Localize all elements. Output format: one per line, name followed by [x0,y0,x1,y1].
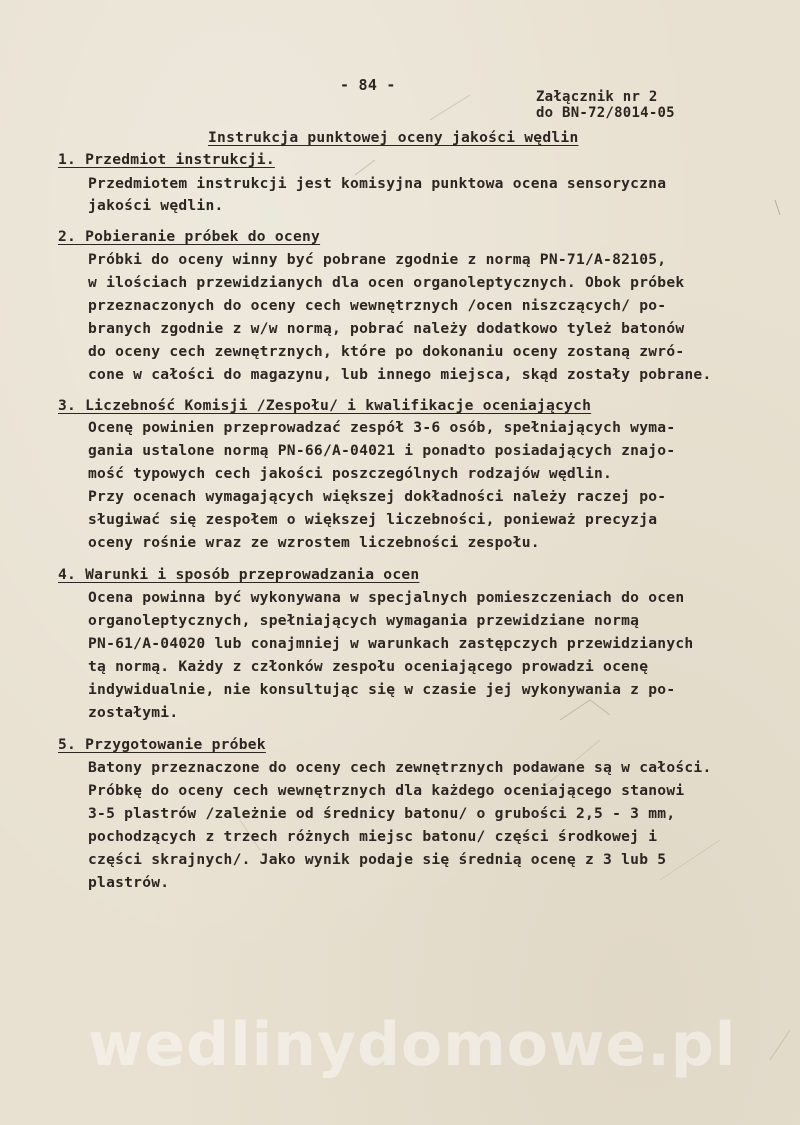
section-1-heading: 1. Przedmiot instrukcji. [58,151,275,168]
section-3-line-6: oceny rośnie wraz ze wzrostem liczebności zespołu. [88,534,540,551]
section-3-line-5: sługiwać się zespołem o większej liczebności, ponieważ precyzja [88,511,658,528]
section-3-line-4: Przy ocenach wymagających większej dokładności należy raczej po- [88,488,667,505]
section-3-line-3: mość typowych cech jakości poszczególnych rodzajów wędlin. [88,465,613,482]
section-3-line-1: Ocenę powinien przeprowadzać zespół 3-6 osób, spełniających wyma- [88,419,676,436]
section-1-line-2: jakości wędlin. [88,197,224,214]
section-5-line-5: części skrajnych/. Jako wynik podaje się średnią ocenę z 3 lub 5 [88,851,667,868]
section-4-line-6: zostałymi. [88,704,179,721]
section-1-line-1: Przedmiotem instrukcji jest komisyjna punktowa ocena sensoryczna [88,175,667,192]
page-number: - 84 - [340,76,396,94]
section-4-line-2: organoleptycznych, spełniających wymagania przewidziane normą [88,612,640,629]
section-4-line-1: Ocena powinna być wykonywana w specjalnych pomieszczeniach do ocen [88,589,685,606]
section-3-line-2: gania ustalone normą PN-66/A-04021 i ponadto posiadających znajo- [88,442,676,459]
section-5-heading: 5. Przygotowanie próbek [58,736,266,753]
annex-standard-ref: do BN-72/8014-05 [536,105,675,121]
section-4-heading: 4. Warunki i sposób przeprowadzania ocen [58,566,420,583]
section-2-line-6: cone w całości do magazynu, lub innego miejsca, skąd zostały pobrane. [88,366,712,383]
annex-label: Załącznik nr 2 [536,89,658,105]
section-2-line-5: do oceny cech zewnętrznych, które po dokonaniu oceny zostaną zwró- [88,343,685,360]
section-2-line-3: przeznaczonych do oceny cech wewnętrznych /ocen niszczących/ po- [88,297,667,314]
section-5-line-2: Próbkę do oceny cech wewnętrznych dla każdego oceniającego stanowi [88,782,685,799]
section-2-heading: 2. Pobieranie próbek do oceny [58,228,321,245]
section-4-line-3: PN-61/A-04020 lub conajmniej w warunkach zastępczych przewidzianych [88,635,694,652]
section-5-line-1: Batony przeznaczone do oceny cech zewnętrznych podawane są w całości. [88,759,712,776]
section-5-line-6: plastrów. [88,874,170,891]
section-5-line-4: pochodzących z trzech różnych miejsc batonu/ części środkowej i [88,828,658,845]
watermark: wedlinydomowe.pl [88,1010,737,1080]
section-2-line-4: branych zgodnie z w/w normą, pobrać należy dodatkowo tyleż batonów [88,320,685,337]
section-2-line-1: Próbki do oceny winny być pobrane zgodnie z normą PN-71/A-82105, [88,251,667,268]
section-2-line-2: w ilościach przewidzianych dla ocen organoleptycznych. Obok próbek [88,274,685,291]
section-4-line-5: indywidualnie, nie konsultując się w czasie jej wykonywania z po- [88,681,676,698]
document-title: Instrukcja punktowej oceny jakości wędlin [208,129,579,146]
section-3-heading: 3. Liczebność Komisji /Zespołu/ i kwalifikacje oceniających [58,397,592,414]
section-5-line-3: 3-5 plastrów /zależnie od średnicy batonu/ o grubości 2,5 - 3 mm, [88,805,676,822]
section-4-line-4: tą normą. Każdy z członków zespołu oceniającego prowadzi ocenę [88,658,649,675]
